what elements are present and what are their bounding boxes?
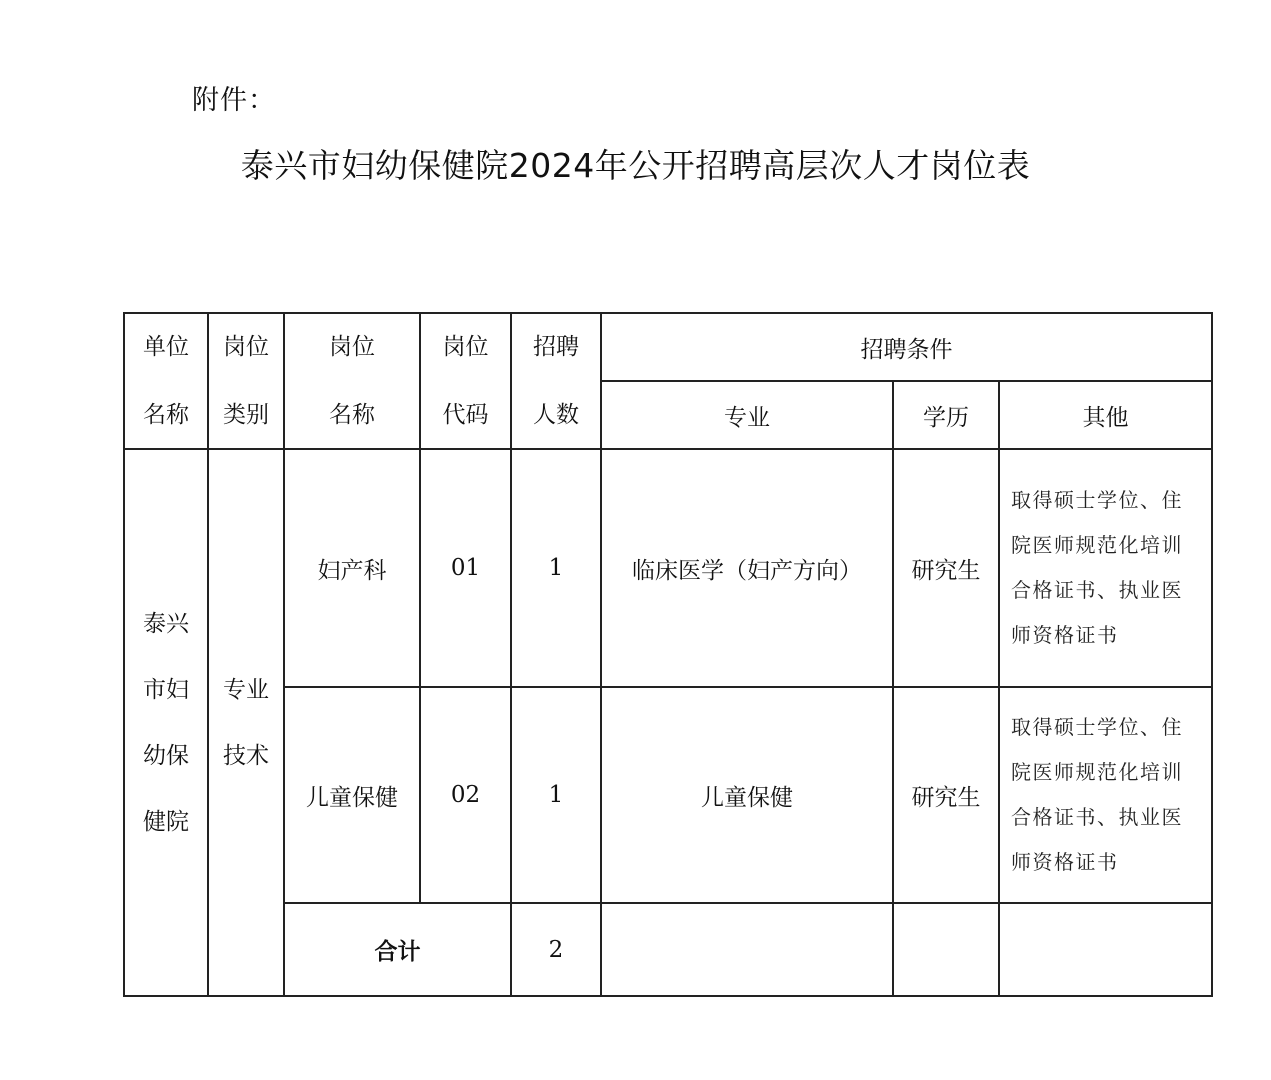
- header-unit-name-line-2: 名称: [143, 402, 189, 428]
- total-count: 2: [511, 903, 601, 996]
- post-category-line-2: 技术: [223, 742, 269, 769]
- header-post-name-line-1: 岗位: [329, 334, 375, 360]
- post-code-cell: 02: [420, 687, 511, 903]
- header-post-category-line-1: 岗位: [223, 334, 269, 360]
- unit-name-line-3: 幼保: [143, 742, 189, 769]
- education-cell: 研究生: [893, 449, 999, 687]
- header-unit-name: [124, 313, 208, 449]
- header-hire-count-line-2: 人数: [533, 402, 579, 428]
- post-category-line-1: 专业: [223, 676, 269, 703]
- major-cell: 临床医学（妇产方向）: [601, 449, 893, 687]
- total-empty-other: [999, 903, 1212, 996]
- header-post-code: [420, 313, 511, 449]
- header-major: 专业: [601, 381, 893, 449]
- attachment-label: 附件：: [192, 85, 276, 116]
- hire-count-cell: 1: [511, 449, 601, 687]
- header-post-code-line-2: 代码: [442, 402, 489, 428]
- header-other: 其他: [999, 381, 1212, 449]
- table-row: [124, 687, 1212, 903]
- education-cell: 研究生: [893, 687, 999, 903]
- job-table: [123, 312, 1213, 997]
- total-label: 合计: [284, 903, 511, 996]
- unit-name-line-4: 健院: [143, 808, 189, 835]
- other-conditions-cell: 取得硕士学位、住院医师规范化培训合格证书、执业医师资格证书: [999, 687, 1212, 903]
- header-post-code-line-1: 岗位: [442, 334, 489, 360]
- post-name-cell: 儿童保健: [284, 687, 420, 903]
- unit-name-line-1: 泰兴: [143, 610, 189, 637]
- major-cell: 儿童保健: [601, 687, 893, 903]
- hire-count-cell: 1: [511, 687, 601, 903]
- header-unit-name-line-1: 单位: [143, 334, 189, 360]
- total-empty-education: [893, 903, 999, 996]
- unit-name-cell: [124, 449, 208, 996]
- header-post-category: [208, 313, 284, 449]
- header-education: 学历: [893, 381, 999, 449]
- total-row: [124, 903, 1212, 996]
- unit-name-line-2: 市妇: [143, 676, 189, 703]
- total-empty-major: [601, 903, 893, 996]
- other-conditions-cell: 取得硕士学位、住院医师规范化培训合格证书、执业医师资格证书: [999, 449, 1212, 687]
- table-row: [124, 449, 1212, 687]
- page-title: 泰兴市妇幼保健院2024年公开招聘高层次人才岗位表: [240, 146, 1031, 185]
- post-code-cell: 01: [420, 449, 511, 687]
- header-hire-count: [511, 313, 601, 449]
- header-post-category-line-2: 类别: [223, 402, 269, 428]
- header-post-name: [284, 313, 420, 449]
- header-post-name-line-2: 名称: [329, 402, 375, 428]
- post-name-cell: 妇产科: [284, 449, 420, 687]
- header-hire-count-line-1: 招聘: [533, 334, 579, 360]
- header-row-1: [124, 313, 1212, 381]
- header-conditions: 招聘条件: [601, 313, 1212, 381]
- post-category-cell: [208, 449, 284, 996]
